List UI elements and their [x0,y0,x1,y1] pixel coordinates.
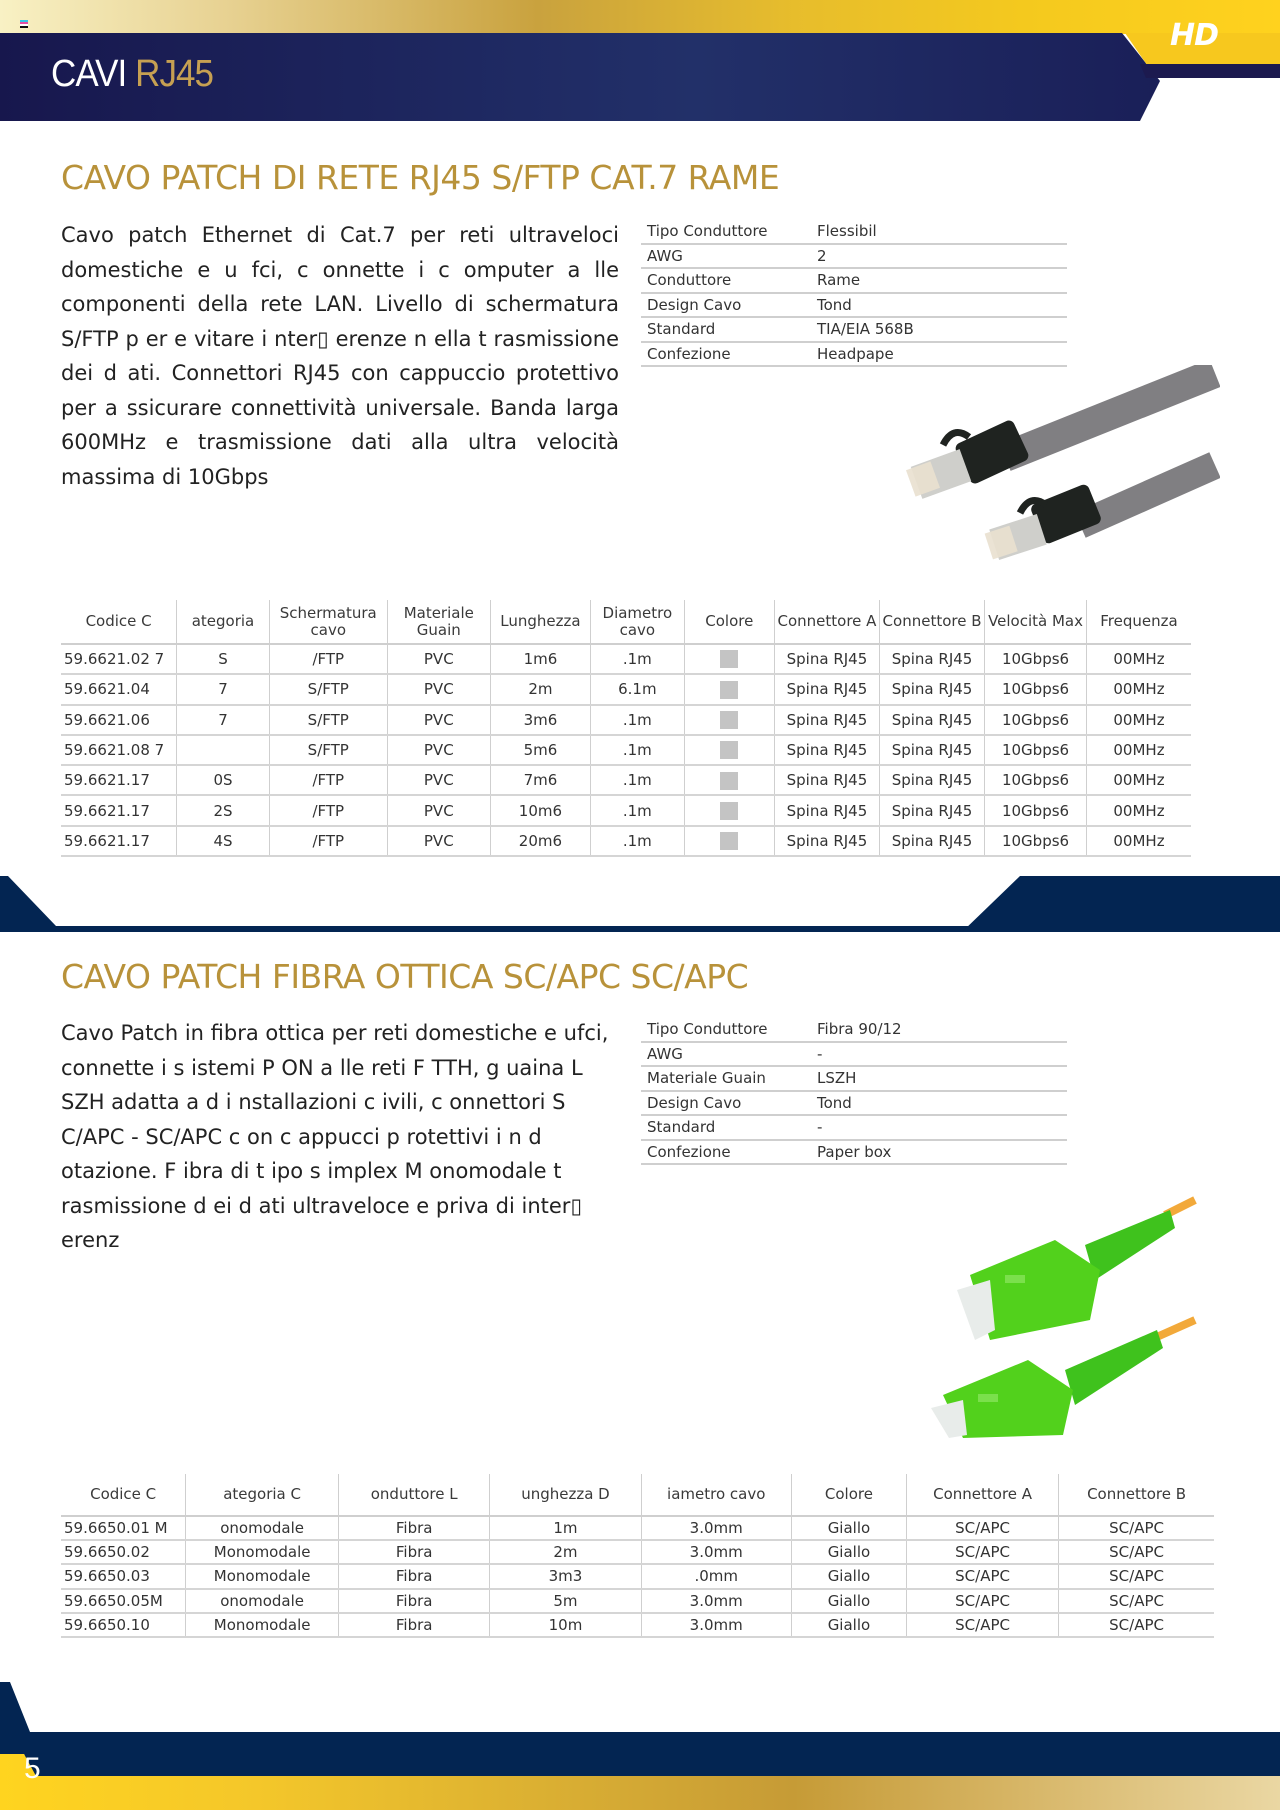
spec-key: AWG [641,1042,811,1067]
page-title-main: CAVI [51,53,127,95]
spec-value: Paper box [811,1140,1067,1165]
spec-value: Tond [811,293,1067,318]
table-cell: 2m [490,674,590,704]
table-cell: 59.6621.02 7 [61,644,177,674]
table-cell: PVC [387,644,490,674]
table-cell: 59.6650.05M [61,1589,186,1613]
table-cell: 59.6621.17 [61,795,177,825]
column-header: Colore [684,600,774,644]
section-description-rj45: Cavo patch Ethernet di Cat.7 per reti ultraveloci domestiche e u fci, c onnette i c omputer a lle componenti della rete LAN. Livello di schermatura S/FTP p er e vitare i nter▯ erenze n ella t rasmissione dei d ati. Connettori RJ45 con cappuccio protettivo per a ssicurare connettività universale. Banda larga 600MHz e trasmissione dati alla ultra velocità massima di 10Gbps [61,223,619,489]
table-cell: Spina RJ45 [774,765,879,795]
table-cell: .1m [591,765,685,795]
product-table-fiber [61,1474,1214,1638]
spec-table-fiber [641,1018,1067,1165]
fiber-cable-image [895,1180,1200,1440]
table-row [61,644,1191,674]
spec-value: Headpape [811,342,1067,367]
table-cell: 3.0mm [641,1589,791,1613]
table-cell: 3m3 [490,1564,641,1588]
table-cell: PVC [387,705,490,735]
table-cell: 59.6650.10 [61,1613,186,1637]
spec-key: Design Cavo [641,1091,811,1116]
table-cell: 10Gbps6 [985,644,1087,674]
table-cell: 3.0mm [641,1613,791,1637]
spec-key: Design Cavo [641,293,811,318]
table-cell: Fibra [338,1564,489,1588]
footer-navy-corner [0,1682,70,1732]
table-cell: 10m6 [490,795,590,825]
spec-row [641,342,1067,367]
table-cell: S [177,644,269,674]
table-cell: Spina RJ45 [774,735,879,765]
spec-value: Rame [811,268,1067,293]
table-cell: 10Gbps6 [985,795,1087,825]
column-header: Connettore A [907,1474,1059,1516]
spec-value: - [811,1115,1067,1140]
color-swatch-grey [720,802,738,820]
table-cell: Monomodale [186,1613,339,1637]
spec-table-rj45 [641,220,1067,367]
table-cell: SC/APC [1059,1613,1214,1637]
table-cell: 10m [490,1613,641,1637]
table-cell: Monomodale [186,1540,339,1564]
spec-value: Flessibil [811,220,1067,244]
table-cell: 2S [177,795,269,825]
table-cell: Spina RJ45 [774,705,879,735]
table-cell: 00MHz [1086,735,1191,765]
table-cell: 10Gbps6 [985,826,1087,856]
column-header: Materiale Guain [387,600,490,644]
table-cell: Spina RJ45 [880,735,985,765]
spec-row [641,1115,1067,1140]
table-cell: PVC [387,826,490,856]
table-row [61,735,1191,765]
spec-key: Tipo Conduttore [641,1018,811,1042]
table-cell: 59.6650.03 [61,1564,186,1588]
column-header: Diametro cavo [591,600,685,644]
column-header: iametro cavo [641,1474,791,1516]
table-cell: /FTP [269,644,387,674]
table-cell: Spina RJ45 [880,674,985,704]
table-cell: 00MHz [1086,765,1191,795]
color-swatch-grey [720,741,738,759]
color-registration-mark [20,20,28,28]
column-header: ategoria C [186,1474,339,1516]
table-cell: 59.6621.17 [61,826,177,856]
column-header: ategoria [177,600,269,644]
table-cell: 10Gbps6 [985,705,1087,735]
spec-row [641,1066,1067,1091]
table-cell: Spina RJ45 [774,826,879,856]
table-cell [684,735,774,765]
table-cell [177,735,269,765]
footer-navy-band [0,1732,1280,1776]
table-cell: 59.6621.04 [61,674,177,704]
table-cell: S/FTP [269,674,387,704]
table-row [61,1516,1214,1540]
divider-left-shape [0,876,60,932]
spec-value: - [811,1042,1067,1067]
spec-value: Tond [811,1091,1067,1116]
column-header: onduttore L [338,1474,489,1516]
table-cell: SC/APC [1059,1516,1214,1540]
table-cell: Spina RJ45 [774,674,879,704]
table-cell: 10Gbps6 [985,735,1087,765]
table-cell: 3.0mm [641,1516,791,1540]
color-swatch-grey [720,650,738,668]
table-cell: Giallo [791,1540,906,1564]
header-gold-band [0,0,1280,34]
table-cell: /FTP [269,765,387,795]
table-row [61,1613,1214,1637]
table-cell: /FTP [269,795,387,825]
table-cell: 1m [490,1516,641,1540]
table-row [61,1540,1214,1564]
table-cell: Fibra [338,1516,489,1540]
table-cell: 00MHz [1086,705,1191,735]
spec-row [641,293,1067,318]
table-cell: 00MHz [1086,674,1191,704]
spec-value: LSZH [811,1066,1067,1091]
table-cell: 1m6 [490,644,590,674]
spec-row [641,1091,1067,1116]
table-cell: SC/APC [1059,1589,1214,1613]
table-cell: 00MHz [1086,826,1191,856]
column-header: Colore [791,1474,906,1516]
rj45-cable-image [895,365,1220,580]
table-cell: onomodale [186,1589,339,1613]
color-swatch-grey [720,681,738,699]
section-title-fiber: CAVO PATCH FIBRA OTTICA SC/APC SC/APC [61,957,749,996]
spec-key: Tipo Conduttore [641,220,811,244]
table-header-row [61,600,1191,644]
color-swatch-grey [720,832,738,850]
column-header: Schermatura cavo [269,600,387,644]
table-cell: Spina RJ45 [774,795,879,825]
table-cell: SC/APC [1059,1564,1214,1588]
table-cell: Spina RJ45 [880,795,985,825]
table-cell: 7 [177,705,269,735]
table-cell: Monomodale [186,1564,339,1588]
product-table-rj45 [61,600,1191,857]
table-cell: 0S [177,765,269,795]
column-header: Velocità Max [985,600,1087,644]
table-cell: Fibra [338,1613,489,1637]
table-cell: SC/APC [907,1564,1059,1588]
column-header: Connettore A [774,600,879,644]
column-header: Connettore B [1059,1474,1214,1516]
table-cell [684,795,774,825]
spec-row [641,220,1067,244]
table-row [61,705,1191,735]
table-cell: 7 [177,674,269,704]
table-cell: Giallo [791,1516,906,1540]
spec-key: AWG [641,244,811,269]
table-cell: Spina RJ45 [880,705,985,735]
table-cell: /FTP [269,826,387,856]
table-cell: 00MHz [1086,644,1191,674]
table-cell: .1m [591,705,685,735]
spec-key: Materiale Guain [641,1066,811,1091]
table-cell [684,765,774,795]
spec-value: Fibra 90/12 [811,1018,1067,1042]
spec-key: Confezione [641,342,811,367]
section-title-rj45: CAVO PATCH DI RETE RJ45 S/FTP CAT.7 RAME [61,158,780,197]
table-cell: PVC [387,674,490,704]
spec-key: Standard [641,317,811,342]
spec-key: Standard [641,1115,811,1140]
table-cell [684,705,774,735]
divider-right-shape [962,876,1280,932]
color-swatch-grey [720,772,738,790]
section-description-fiber: Cavo Patch in fibra ottica per reti domestiche e ufci, connette i s istemi P ON a lle reti F TTH, g uaina L SZH adatta a d i nstallazioni c ivili, c onnettori S C/APC - SC/APC c on c appucci p rotettivi i n d otazione. F ibra di t ipo s implex M onomodale t rasmissione d ei d ati ultraveloce e priva di inter▯ erenz [61,1021,609,1252]
table-cell: Fibra [338,1589,489,1613]
table-cell: SC/APC [907,1516,1059,1540]
table-cell: .1m [591,644,685,674]
table-cell: 59.6650.02 [61,1540,186,1564]
column-header: Lunghezza [490,600,590,644]
table-cell: 59.6650.01 M [61,1516,186,1540]
table-cell: 59.6621.06 [61,705,177,735]
table-cell: 3.0mm [641,1540,791,1564]
table-cell: 00MHz [1086,795,1191,825]
table-cell: .1m [591,735,685,765]
table-row [61,795,1191,825]
page-number: 5 [24,1752,41,1785]
table-cell: S/FTP [269,705,387,735]
table-cell: Spina RJ45 [880,826,985,856]
table-cell: 20m6 [490,826,590,856]
column-header: Codice C [61,600,177,644]
spec-row [641,1140,1067,1165]
table-cell: 59.6621.08 7 [61,735,177,765]
table-cell: S/FTP [269,735,387,765]
table-cell: Giallo [791,1589,906,1613]
color-swatch-grey [720,711,738,729]
section-divider [0,876,1280,932]
table-cell: PVC [387,735,490,765]
table-row [61,1564,1214,1588]
table-cell: SC/APC [907,1613,1059,1637]
table-cell: 2m [490,1540,641,1564]
table-cell: .0mm [641,1564,791,1588]
spec-key: Confezione [641,1140,811,1165]
table-cell: SC/APC [1059,1540,1214,1564]
page-title [51,53,213,96]
page-title-accent: RJ45 [135,53,214,95]
table-cell: Spina RJ45 [774,644,879,674]
table-cell: .1m [591,795,685,825]
table-cell: SC/APC [907,1540,1059,1564]
spec-row [641,268,1067,293]
table-cell [684,674,774,704]
table-cell: onomodale [186,1516,339,1540]
table-cell: Giallo [791,1564,906,1588]
table-cell: 4S [177,826,269,856]
table-cell: 7m6 [490,765,590,795]
spec-value: TIA/EIA 568B [811,317,1067,342]
table-cell: PVC [387,765,490,795]
column-header: Codice C [61,1474,186,1516]
table-cell: 3m6 [490,705,590,735]
table-cell: 6.1m [591,674,685,704]
table-cell [684,826,774,856]
spec-row [641,1042,1067,1067]
spec-value: 2 [811,244,1067,269]
spec-key: Conduttore [641,268,811,293]
table-cell: Giallo [791,1613,906,1637]
hd-logo: HD [1170,18,1219,53]
table-cell: 5m6 [490,735,590,765]
table-cell: Spina RJ45 [880,644,985,674]
header-accent-stripe [1140,64,1280,78]
table-cell: 10Gbps6 [985,674,1087,704]
table-cell [684,644,774,674]
table-row [61,826,1191,856]
spec-row [641,1018,1067,1042]
table-cell: Fibra [338,1540,489,1564]
table-cell: 59.6621.17 [61,765,177,795]
table-cell: PVC [387,795,490,825]
table-cell: .1m [591,826,685,856]
footer [0,1682,1280,1810]
table-cell: 5m [490,1589,641,1613]
table-cell: 10Gbps6 [985,765,1087,795]
column-header: Connettore B [880,600,985,644]
column-header: unghezza D [490,1474,641,1516]
spec-row [641,244,1067,269]
table-cell: Spina RJ45 [880,765,985,795]
table-header-row [61,1474,1214,1516]
column-header: Frequenza [1086,600,1191,644]
spec-row [641,317,1067,342]
table-row [61,1589,1214,1613]
table-cell: SC/APC [907,1589,1059,1613]
table-row [61,674,1191,704]
table-row [61,765,1191,795]
